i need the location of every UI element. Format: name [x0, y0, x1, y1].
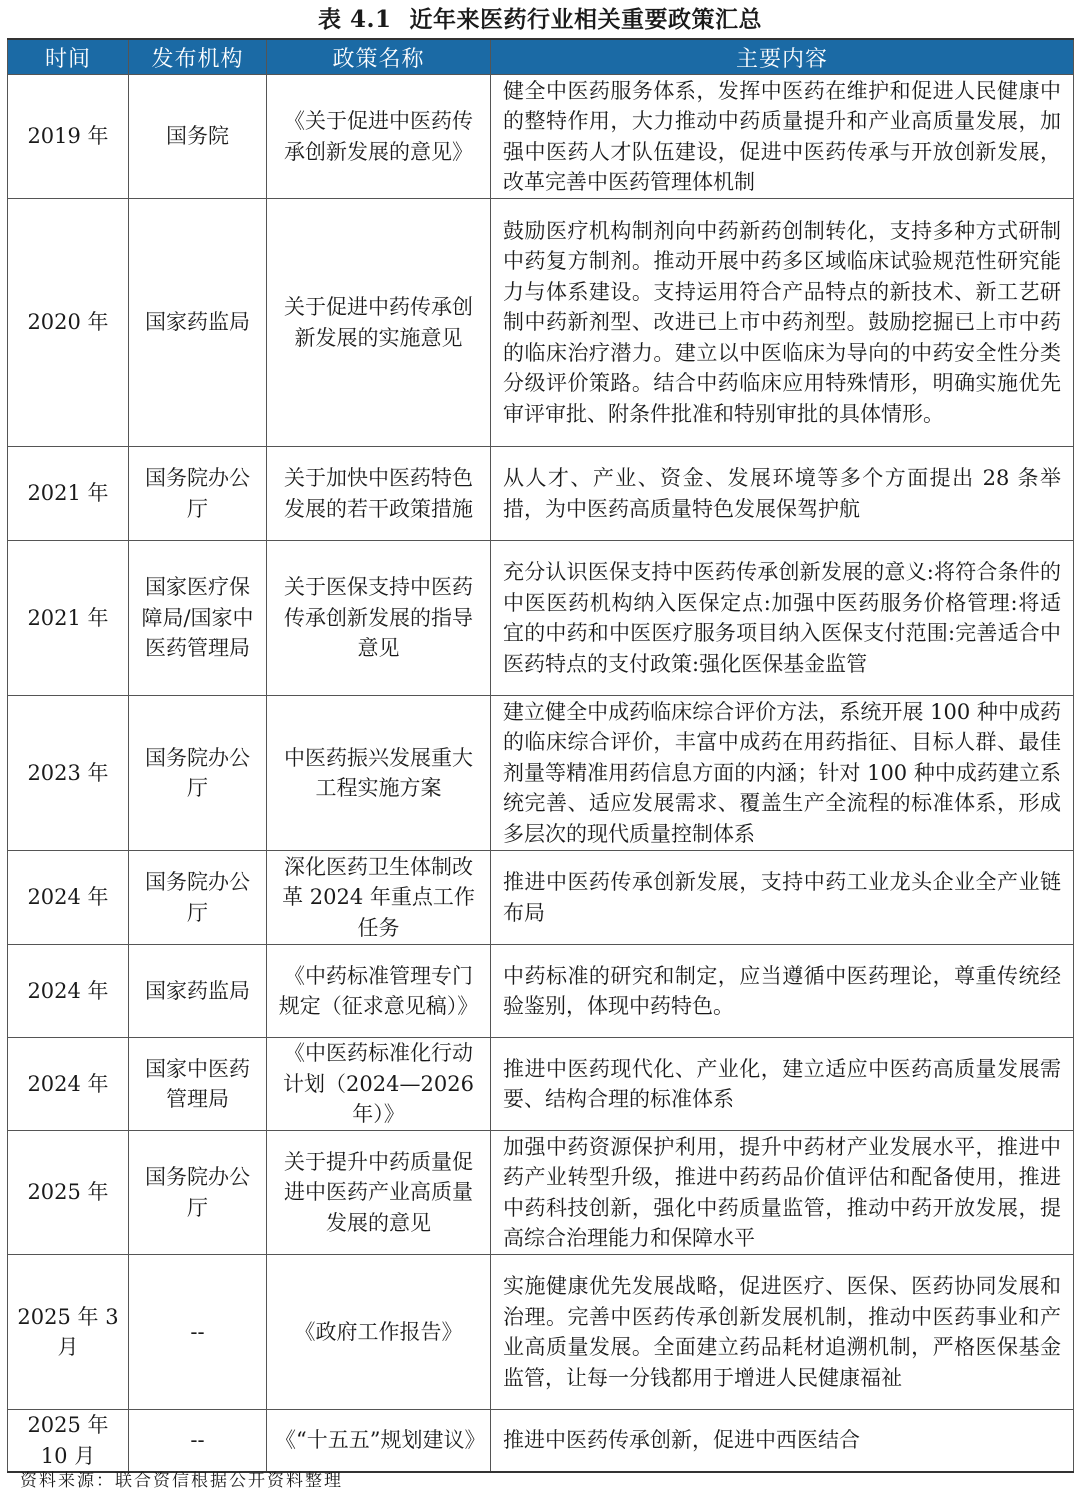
table-row [8, 75, 1074, 199]
table-title-text: 近年来医药行业相关重要政策汇总 [409, 6, 763, 33]
column-header-time: 时间 [8, 39, 129, 75]
cell-time: 2023 年 [8, 696, 129, 851]
cell-content: 健全中医药服务体系，发挥中医药在维护和促进人民健康中的整特作用，大力推动中药质量提升和产业高质量发展，加强中医药人才队伍建设，促进中医药传承与开放创新发展，改革完善中医药管理体机制 [491, 75, 1074, 199]
cell-org: -- [129, 1255, 267, 1410]
table-row [8, 945, 1074, 1038]
cell-policy-name: 《中药标准管理专门规定（征求意见稿）》 [267, 945, 491, 1038]
cell-time: 2024 年 [8, 1038, 129, 1131]
cell-org: 国务院办公厅 [129, 696, 267, 851]
cell-org: 国家中医药管理局 [129, 1038, 267, 1131]
table-title [0, 4, 1080, 36]
table-row [8, 851, 1074, 945]
cell-time: 2025 年 [8, 1131, 129, 1255]
table-header-row [8, 39, 1074, 75]
cell-time: 2025 年 10 月 [8, 1410, 129, 1473]
column-header-content: 主要内容 [491, 39, 1074, 75]
table-row [8, 696, 1074, 851]
cell-time: 2024 年 [8, 851, 129, 945]
cell-org: 国家药监局 [129, 945, 267, 1038]
cell-content: 建立健全中成药临床综合评价方法，系统开展 100 种中成药的临床综合评价，丰富中成药在用药指征、目标人群、最佳剂量等精准用药信息方面的内涵；针对 100 种中成药建立系统完善、适应发展需求、覆盖生产全流程的标准体系，形成多层次的现代质量控制体系 [491, 696, 1074, 851]
cell-policy-name: 《中医药标准化行动计划（2024—2026 年）》 [267, 1038, 491, 1131]
cell-time: 2021 年 [8, 541, 129, 696]
cell-time: 2019 年 [8, 75, 129, 199]
cell-content: 充分认识医保支持中医药传承创新发展的意义:将符合条件的中医医药机构纳入医保定点:加强中医药服务价格管理:将适宜的中药和中医医疗服务项目纳入医保支付范围:完善适合中医药特点的支付政策:强化医保基金监管 [491, 541, 1074, 696]
cell-policy-name: 《政府工作报告》 [267, 1255, 491, 1410]
cell-content: 鼓励医疗机构制剂向中药新药创制转化，支持多种方式研制中药复方制剂。推动开展中药多区域临床试验规范性研究能力与体系建设。支持运用符合产品特点的新技术、新工艺研制中药新剂型、改进已上市中药剂型。鼓励挖掘已上市中药的临床治疗潜力。建立以中医临床为导向的中药安全性分类分级评价策路。结合中药临床应用特殊情形，明确实施优先审评审批、附条件批准和特别审批的具体情形。 [491, 199, 1074, 447]
cell-content: 从人才、产业、资金、发展环境等多个方面提出 28 条举措，为中医药高质量特色发展保驾护航 [491, 447, 1074, 541]
table-row [8, 199, 1074, 447]
cell-time: 2025 年 3 月 [8, 1255, 129, 1410]
policy-table [7, 38, 1074, 1473]
cell-policy-name: 关于促进中药传承创新发展的实施意见 [267, 199, 491, 447]
cell-org: 国务院办公厅 [129, 851, 267, 945]
cell-content: 推进中医药现代化、产业化，建立适应中医药高质量发展需要、结构合理的标准体系 [491, 1038, 1074, 1131]
table-row [8, 1131, 1074, 1255]
table-row [8, 1255, 1074, 1410]
cell-org: -- [129, 1410, 267, 1473]
table-number: 表 4.1 [317, 6, 392, 33]
cell-org: 国家医疗保障局/国家中医药管理局 [129, 541, 267, 696]
cell-content: 推进中医药传承创新，促进中西医结合 [491, 1410, 1074, 1473]
cell-content: 推进中医药传承创新发展，支持中药工业龙头企业全产业链布局 [491, 851, 1074, 945]
cell-policy-name: 关于提升中药质量促进中医药产业高质量发展的意见 [267, 1131, 491, 1255]
column-header-org: 发布机构 [129, 39, 267, 75]
cell-policy-name: 《关于促进中医药传承创新发展的意见》 [267, 75, 491, 199]
cell-org: 国务院办公厅 [129, 1131, 267, 1255]
cell-policy-name: 关于医保支持中医药传承创新发展的指导意见 [267, 541, 491, 696]
table-row [8, 541, 1074, 696]
cell-time: 2020 年 [8, 199, 129, 447]
cell-org: 国务院 [129, 75, 267, 199]
cell-policy-name: 关于加快中医药特色发展的若干政策措施 [267, 447, 491, 541]
cell-policy-name: 《“十五五”规划建议》 [267, 1410, 491, 1473]
cell-time: 2021 年 [8, 447, 129, 541]
column-header-name: 政策名称 [267, 39, 491, 75]
source-note: 资料来源：联合资信根据公开资料整理 [20, 1471, 343, 1491]
table-row [8, 1410, 1074, 1473]
cell-org: 国家药监局 [129, 199, 267, 447]
cell-content: 实施健康优先发展战略，促进医疗、医保、医药协同发展和治理。完善中医药传承创新发展机制，推动中医药事业和产业高质量发展。全面建立药品耗材追溯机制，严格医保基金监管，让每一分钱都用于增进人民健康福祉 [491, 1255, 1074, 1410]
table-row [8, 1038, 1074, 1131]
table-row [8, 447, 1074, 541]
cell-time: 2024 年 [8, 945, 129, 1038]
cell-content: 中药标准的研究和制定，应当遵循中医药理论，尊重传统经验鉴别，体现中药特色。 [491, 945, 1074, 1038]
cell-content: 加强中药资源保护利用，提升中药材产业发展水平，推进中药产业转型升级，推进中药药品价值评估和配备使用，推进中药科技创新，强化中药质量监管，推动中药开放发展，提高综合治理能力和保障水平 [491, 1131, 1074, 1255]
cell-org: 国务院办公厅 [129, 447, 267, 541]
cell-policy-name: 中医药振兴发展重大工程实施方案 [267, 696, 491, 851]
cell-policy-name: 深化医药卫生体制改革 2024 年重点工作任务 [267, 851, 491, 945]
